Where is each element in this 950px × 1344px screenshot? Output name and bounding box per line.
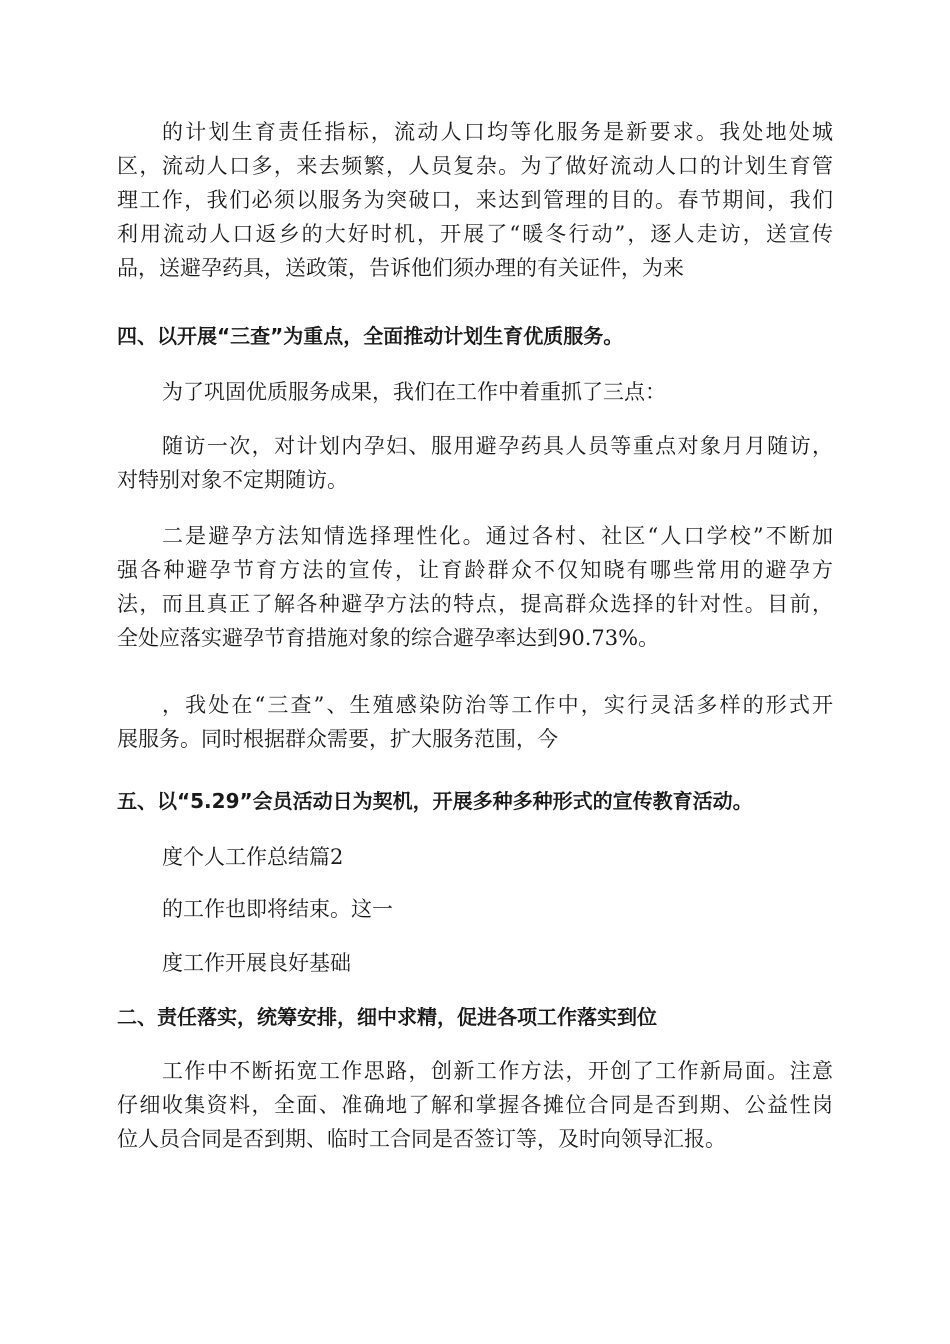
text-line: 法，而且真正了解各种避孕方法的特点，提高群众选择的针对性。目前， (117, 592, 833, 616)
text-line: 对特别对象不定期随访。 (117, 468, 348, 492)
text-line: 利用流动人口返乡的大好时机，开展了“暖冬行动”，逐人走访，送宣传 (117, 222, 833, 246)
section-heading: 五、以“5.29”会员活动日为契机，开展多种多种形式的宣传教育活动。 (117, 789, 753, 813)
text-line: 区，流动人口多，来去频繁，人员复杂。为了做好流动人口的计划生育管 (117, 154, 833, 178)
text-line: 二是避孕方法知情选择理性化。通过各村、社区“人口学校”不断加 (162, 524, 833, 548)
text-line: 位人员合同是否到期、临时工合同是否签订等，及时向领导汇报。 (117, 1127, 726, 1151)
text-line: 工作中不断拓宽工作思路，创新工作方法，开创了工作新局面。注意 (162, 1059, 833, 1083)
text-line: 展服务。同时根据群众需要，扩大服务范围，今 (117, 727, 558, 751)
text-line: ，我处在“三查”、生殖感染防治等工作中，实行灵活多样的形式开 (162, 693, 833, 717)
section-heading: 二、责任落实，统筹安排，细中求精，促进各项工作落实到位 (117, 1005, 657, 1029)
text-line: 随访一次，对计划内孕妇、服用避孕药具人员等重点对象月月随访， (162, 434, 833, 458)
text-line: 理工作，我们必须以服务为突破口，来达到管理的目的。春节期间，我们 (117, 188, 833, 212)
section-heading: 四、以开展“三查”为重点，全面推动计划生育优质服务。 (117, 324, 624, 348)
text-line: 全处应落实避孕节育措施对象的综合避孕率达到90.73%。 (117, 626, 660, 650)
text-line: 度个人工作总结篇2 (162, 845, 344, 869)
text-line: 品，送避孕药具，送政策，告诉他们须办理的有关证件，为来 (117, 256, 684, 280)
text-line: 的工作也即将结束。这一 (162, 897, 393, 921)
text-line: 的计划生育责任指标，流动人口均等化服务是新要求。我处地处城 (162, 120, 833, 144)
text-line: 为了巩固优质服务成果，我们在工作中着重抓了三点： (162, 380, 666, 404)
text-line: 度工作开展良好基础 (162, 951, 351, 975)
text-line: 仔细收集资料，全面、准确地了解和掌握各摊位合同是否到期、公益性岗 (117, 1093, 833, 1117)
text-line: 强各种避孕节育方法的宣传，让育龄群众不仅知晓有哪些常用的避孕方 (117, 558, 833, 582)
